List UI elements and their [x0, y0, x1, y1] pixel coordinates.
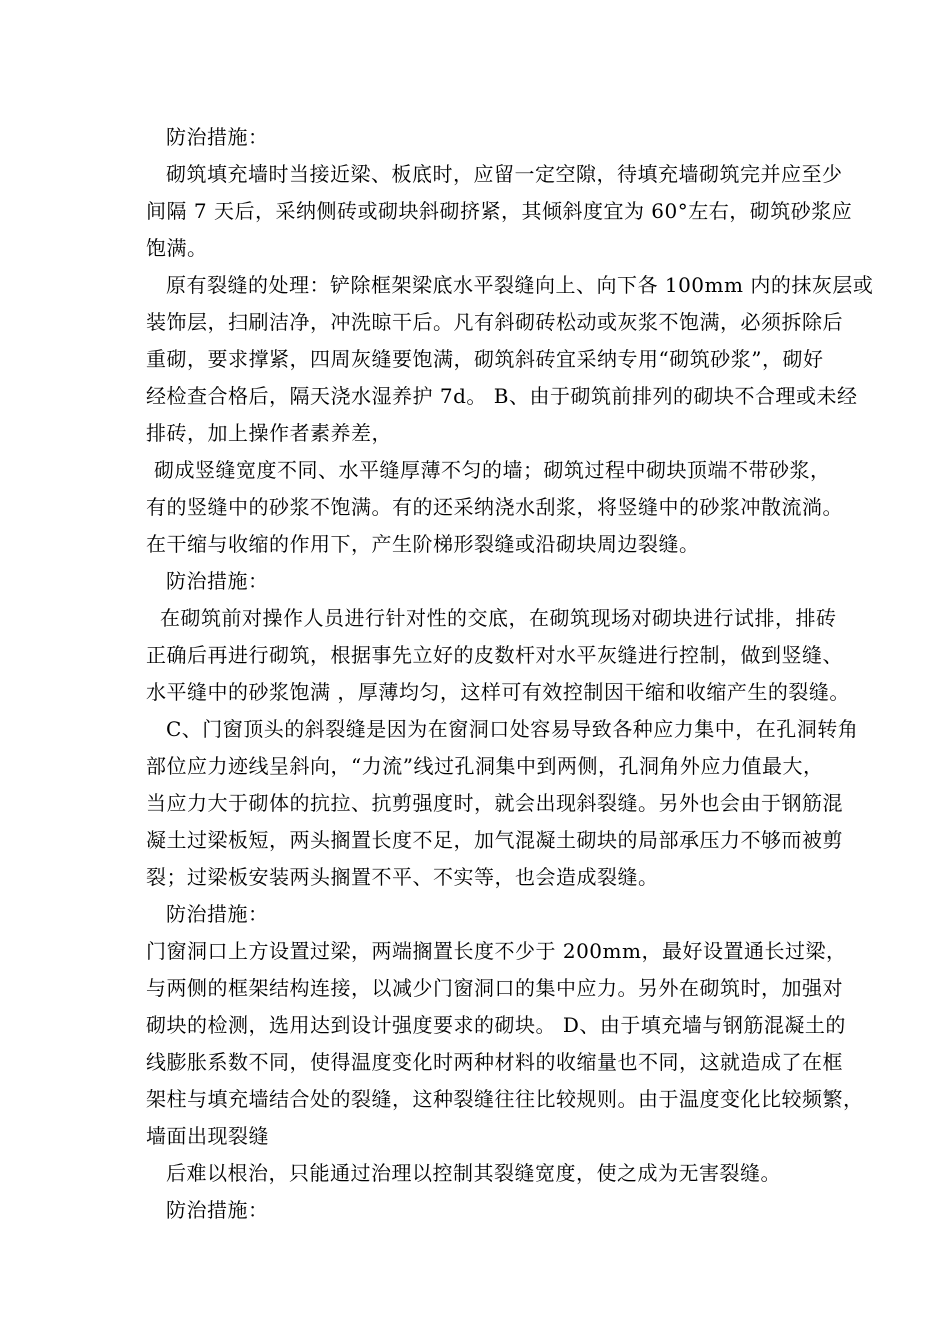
paragraph-line: 在干缩与收缩的作用下，产生阶梯形裂缝或沿砌块周边裂缝。	[146, 532, 700, 556]
paragraph-line: 砌块的检测，选用达到设计强度要求的砌块。 D、由于填充墙与钢筋混凝土的	[146, 1013, 846, 1037]
paragraph-line: 装饰层，扫刷洁净，冲洗晾干后。凡有斜砌砖松动或灰浆不饱满，必须拆除后	[146, 310, 843, 334]
heading-prevention-measures: 防治措施：	[166, 902, 269, 926]
paragraph-line: 砌成竖缝宽度不同、水平缝厚薄不匀的墙；砌筑过程中砌块顶端不带砂浆，	[154, 458, 831, 482]
document-body	[146, 121, 874, 1226]
paragraph-line: 在砌筑前对操作人员进行针对性的交底，在砌筑现场对砌块进行试排，排砖	[160, 606, 837, 630]
paragraph-line: 裂；过梁板安装两头搁置不平、不实等，也会造成裂缝。	[146, 865, 659, 889]
paragraph-line: 重砌，要求撑紧，四周灰缝要饱满，砌筑斜砖宜采纳专用“砌筑砂浆”，砌好	[146, 347, 824, 371]
paragraph-line: 线膨胀系数不同，使得温度变化时两种材料的收缩量也不同，这就造成了在框	[146, 1050, 843, 1074]
paragraph-line: 有的竖缝中的砂浆不饱满。有的还采纳浇水刮浆，将竖缝中的砂浆冲散流淌。	[146, 495, 843, 519]
paragraph-line: 与两侧的框架结构连接，以减少门窗洞口的集中应力。另外在砌筑时，加强对	[146, 976, 843, 1000]
paragraph-line: 经检查合格后，隔天浇水湿养护 7d。 B、由于砌筑前排列的砌块不合理或未经	[146, 384, 858, 408]
paragraph-line: 原有裂缝的处理：铲除框架梁底水平裂缝向上、向下各 100mm 内的抹灰层或	[166, 273, 874, 297]
heading-prevention-measures: 防治措施：	[166, 1198, 269, 1222]
paragraph-line: 部位应力迹线呈斜向，“力流”线过孔洞集中到两侧，孔洞角外应力值最大，	[146, 754, 824, 778]
heading-prevention-measures: 防治措施：	[166, 569, 269, 593]
paragraph-line: 饱满。	[146, 236, 208, 260]
paragraph-line: 水平缝中的砂浆饱满 ，厚薄均匀，这样可有效控制因干缩和收缩产生的裂缝。	[146, 680, 850, 704]
paragraph-line: 当应力大于砌体的抗拉、抗剪强度时，就会出现斜裂缝。另外也会由于钢筋混	[146, 791, 843, 815]
heading-prevention-measures: 防治措施：	[166, 125, 269, 149]
paragraph-line: 门窗洞口上方设置过梁，两端搁置长度不少于 200mm，最好设置通长过梁，	[146, 939, 847, 963]
paragraph-line: 凝土过梁板短，两头搁置长度不足，加气混凝土砌块的局部承压力不够而被剪	[146, 828, 843, 852]
paragraph-line: 砌筑填充墙时当接近梁、板底时，应留一定空隙，待填充墙砌筑完并应至少	[166, 162, 843, 186]
paragraph-line: 排砖，加上操作者素养差，	[146, 421, 392, 445]
paragraph-line: 正确后再进行砌筑，根据事先立好的皮数杆对水平灰缝进行控制，做到竖缝、	[146, 643, 843, 667]
paragraph-line: 架柱与填充墙结合处的裂缝，这种裂缝往往比较规则。由于温度变化比较频繁，	[146, 1087, 864, 1111]
paragraph-line: C、门窗顶头的斜裂缝是因为在窗洞口处容易导致各种应力集中，在孔洞转角	[166, 717, 859, 741]
paragraph-line: 后难以根治，只能通过治理以控制其裂缝宽度，使之成为无害裂缝。	[166, 1161, 781, 1185]
paragraph-line: 间隔 7 天后，采纳侧砖或砌块斜砌挤紧，其倾斜度宜为 60°左右，砌筑砂浆应	[146, 199, 853, 223]
paragraph-line: 墙面出现裂缝	[146, 1124, 269, 1148]
